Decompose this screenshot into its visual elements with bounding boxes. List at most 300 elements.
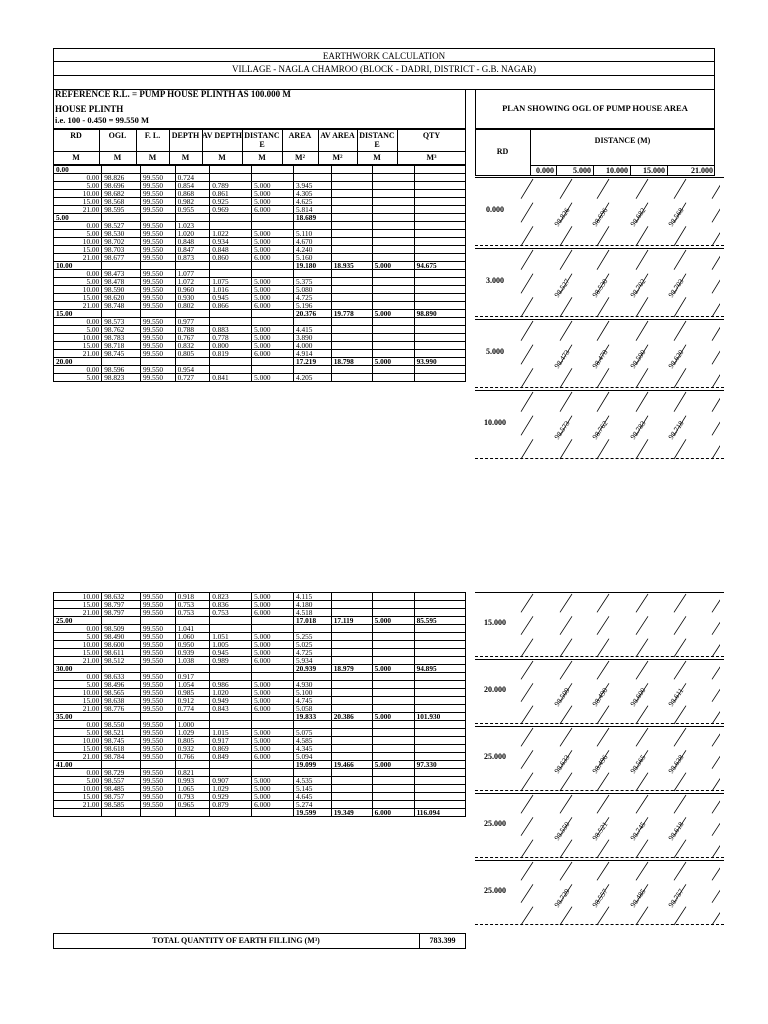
- table-cell: 0.767: [175, 334, 210, 342]
- table-row: [54, 625, 466, 633]
- table-cell: [210, 166, 252, 174]
- hatch-line: [636, 795, 648, 813]
- table-cell: 0.917: [175, 673, 210, 681]
- table-cell: [331, 681, 372, 689]
- table-cell: 18.979: [331, 665, 372, 673]
- table-cell: [331, 366, 372, 374]
- hatch-line: [674, 661, 686, 679]
- hatch-lines: [510, 726, 720, 793]
- plan-ogl-value: 98.565: [628, 752, 648, 775]
- hatch-line: [674, 728, 686, 746]
- table-cell: [102, 665, 141, 673]
- table-row: [54, 609, 466, 617]
- table-cell: 5.160: [294, 254, 332, 262]
- table-cell: 5.000: [252, 729, 294, 737]
- table-cell: [414, 633, 465, 641]
- table-cell: [414, 198, 465, 206]
- table-row: [54, 374, 466, 382]
- table-row: [54, 761, 466, 769]
- table-row: [54, 246, 466, 254]
- table-cell: 98.784: [102, 753, 141, 761]
- table-cell: 1.038: [175, 657, 210, 665]
- table-cell: [294, 625, 332, 633]
- table-cell: [252, 809, 294, 817]
- hatch-line: [597, 297, 609, 317]
- table-cell: [331, 254, 372, 262]
- hatch-line: [597, 728, 609, 746]
- table-row: [54, 617, 466, 625]
- table-cell: 1.000: [175, 721, 210, 729]
- table-row: [54, 809, 466, 817]
- table-cell: [54, 809, 102, 817]
- table-cell: 99.550: [141, 318, 176, 326]
- table-cell: [102, 166, 141, 174]
- table-cell: [210, 721, 252, 729]
- table-cell: [294, 174, 332, 182]
- table-cell: [331, 278, 372, 286]
- table-cell: [331, 342, 372, 350]
- table-cell: [372, 785, 414, 793]
- table-cell: [372, 366, 414, 374]
- table-cell: 21.00: [54, 753, 102, 761]
- table-row: [54, 310, 466, 318]
- table-cell: [210, 358, 252, 366]
- table-cell: [331, 302, 372, 310]
- table-cell: [331, 753, 372, 761]
- table-cell: 98.485: [102, 785, 141, 793]
- table-row: [54, 649, 466, 657]
- table-cell: 5.000: [252, 777, 294, 785]
- table-cell: 4.205: [294, 374, 332, 382]
- table-cell: [210, 214, 252, 222]
- table-cell: 0.965: [175, 801, 210, 809]
- column-header-rd: RD: [70, 131, 82, 140]
- table-cell: [414, 777, 465, 785]
- table-cell: [331, 745, 372, 753]
- table-cell: 4.930: [294, 681, 332, 689]
- table-cell: [252, 769, 294, 777]
- table-cell: 98.595: [102, 206, 141, 214]
- table-cell: [175, 262, 210, 270]
- table-cell: 99.550: [141, 366, 176, 374]
- table-cell: 6.000: [252, 753, 294, 761]
- table-row: [54, 190, 466, 198]
- hatch-line: [636, 639, 648, 657]
- hatch-line: [521, 907, 533, 925]
- total-value: 783.399: [429, 936, 456, 945]
- table-cell: 101.930: [414, 713, 465, 721]
- hatch-line: [560, 594, 572, 612]
- table-cell: 0.985: [175, 689, 210, 697]
- table-cell: [331, 238, 372, 246]
- table-cell: 30.00: [54, 665, 102, 673]
- table-cell: 1.020: [175, 230, 210, 238]
- table-cell: 0.866: [210, 302, 252, 310]
- table-cell: 0.982: [175, 198, 210, 206]
- table-cell: [175, 809, 210, 817]
- plan-ogl-value: 98.600: [628, 685, 648, 708]
- table-cell: [372, 681, 414, 689]
- table-cell: [372, 350, 414, 358]
- table-row: [54, 166, 466, 174]
- table-cell: [414, 318, 465, 326]
- table-cell: [372, 230, 414, 238]
- hatch-line: [636, 392, 648, 412]
- table-cell: 0.766: [175, 753, 210, 761]
- distance-tick: 10.000: [606, 166, 628, 175]
- table-cell: [414, 238, 465, 246]
- hatch-line: [560, 297, 572, 317]
- table-cell: [210, 769, 252, 777]
- table-cell: 0.753: [210, 609, 252, 617]
- table-cell: [372, 342, 414, 350]
- table-cell: [141, 214, 176, 222]
- table-cell: [372, 246, 414, 254]
- table-cell: [372, 793, 414, 801]
- table-cell: 4.914: [294, 350, 332, 358]
- table-cell: 5.110: [294, 230, 332, 238]
- table-cell: 0.960: [175, 286, 210, 294]
- distance-tick: 0.000: [536, 166, 554, 175]
- table-cell: [102, 262, 141, 270]
- hatch-line: [597, 439, 609, 459]
- plan-ogl-value: 98.633: [552, 752, 572, 775]
- hatch-line: [674, 179, 686, 199]
- table-cell: [210, 617, 252, 625]
- table-row: [54, 785, 466, 793]
- table-cell: 5.814: [294, 206, 332, 214]
- table-cell: 15.00: [54, 697, 102, 705]
- table-cell: [252, 625, 294, 633]
- table-cell: 5.000: [252, 246, 294, 254]
- plan-ogl-value: 98.527: [552, 276, 572, 299]
- table-row: [54, 777, 466, 785]
- table-cell: [331, 633, 372, 641]
- table-cell: 21.00: [54, 302, 102, 310]
- table-cell: 10.00: [54, 641, 102, 649]
- hatch-line: [674, 250, 686, 270]
- column-unit-ogl: M: [113, 153, 122, 162]
- table-cell: 99.550: [141, 649, 176, 657]
- plan-ogl-value: 98.703: [666, 276, 686, 299]
- table-cell: 20.00: [54, 358, 102, 366]
- table-cell: 5.000: [372, 617, 414, 625]
- table-cell: 5.00: [54, 182, 102, 190]
- table-cell: [331, 270, 372, 278]
- table-cell: 0.860: [210, 254, 252, 262]
- table-cell: [414, 326, 465, 334]
- hatch-line: [560, 661, 572, 679]
- table-cell: [331, 737, 372, 745]
- table-cell: [141, 665, 176, 673]
- table-cell: 0.841: [210, 374, 252, 382]
- column-unit-fl: M: [148, 153, 157, 162]
- table-cell: 98.585: [102, 801, 141, 809]
- table-cell: [210, 318, 252, 326]
- table-cell: 99.550: [141, 254, 176, 262]
- table-cell: [210, 625, 252, 633]
- table-cell: [331, 206, 372, 214]
- table-cell: 6.000: [252, 302, 294, 310]
- table-cell: [414, 254, 465, 262]
- table-cell: 99.550: [141, 206, 176, 214]
- table-cell: [414, 182, 465, 190]
- table-cell: [210, 222, 252, 230]
- table-cell: [372, 318, 414, 326]
- table-cell: 5.00: [54, 326, 102, 334]
- hatch-line: [560, 250, 572, 270]
- hatch-line: [636, 297, 648, 317]
- table-cell: 99.550: [141, 294, 176, 302]
- plan-ogl-value: 98.590: [628, 347, 648, 370]
- table-cell: 98.677: [102, 254, 141, 262]
- table-cell: 0.821: [175, 769, 210, 777]
- table-cell: 98.718: [102, 342, 141, 350]
- table-cell: 1.020: [210, 689, 252, 697]
- table-row: [54, 366, 466, 374]
- table-cell: 19.349: [331, 809, 372, 817]
- table-cell: 0.993: [175, 777, 210, 785]
- table-cell: 5.100: [294, 689, 332, 697]
- table-cell: 99.550: [141, 705, 176, 713]
- hatch-lines: [510, 319, 720, 390]
- table-cell: 99.550: [141, 278, 176, 286]
- table-cell: 4.518: [294, 609, 332, 617]
- table-cell: [414, 641, 465, 649]
- table-cell: [414, 190, 465, 198]
- table-cell: 85.595: [414, 617, 465, 625]
- table-cell: 98.521: [102, 729, 141, 737]
- table-cell: 5.375: [294, 278, 332, 286]
- table-cell: 5.000: [252, 689, 294, 697]
- hatch-line: [560, 226, 572, 246]
- table-cell: [252, 214, 294, 222]
- table-cell: 98.890: [414, 310, 465, 318]
- table-cell: 5.000: [252, 230, 294, 238]
- table-cell: 0.907: [210, 777, 252, 785]
- table-cell: 99.550: [141, 342, 176, 350]
- table-cell: 98.748: [102, 302, 141, 310]
- table-cell: 6.000: [252, 657, 294, 665]
- table-cell: 5.196: [294, 302, 332, 310]
- table-cell: [372, 214, 414, 222]
- table-cell: 5.000: [252, 649, 294, 657]
- hatch-line: [597, 639, 609, 657]
- table-cell: 1.023: [175, 222, 210, 230]
- plan-rd-value: 15.000: [484, 617, 506, 627]
- plan-ogl-value: 98.485: [628, 886, 648, 909]
- plan-ogl-value: 98.638: [666, 752, 686, 775]
- table-cell: [210, 366, 252, 374]
- table-cell: 99.550: [141, 753, 176, 761]
- table-cell: 5.000: [252, 793, 294, 801]
- table-cell: 0.832: [175, 342, 210, 350]
- column-unit-rd: M: [72, 153, 80, 162]
- table-cell: [331, 286, 372, 294]
- table-cell: 18.935: [331, 262, 372, 270]
- table-cell: 5.058: [294, 705, 332, 713]
- table-cell: 5.000: [372, 665, 414, 673]
- table-row: [54, 206, 466, 214]
- hatch-line: [674, 706, 686, 724]
- table-cell: 99.550: [141, 721, 176, 729]
- table-cell: [331, 246, 372, 254]
- table-cell: 21.00: [54, 350, 102, 358]
- table-cell: 99.550: [141, 246, 176, 254]
- table-cell: 10.00: [54, 190, 102, 198]
- table-cell: [252, 617, 294, 625]
- table-cell: [141, 358, 176, 366]
- table-cell: [372, 657, 414, 665]
- hatch-line: [560, 179, 572, 199]
- column-unit-av_depth: M: [218, 153, 226, 162]
- hatch-line: [560, 392, 572, 412]
- table-cell: 0.879: [210, 801, 252, 809]
- total-label: TOTAL QUANTITY OF EARTH FILLING (M³): [152, 936, 320, 945]
- hatch-line: [712, 594, 720, 612]
- hatch-line: [560, 616, 572, 634]
- hatch-line: [636, 594, 648, 612]
- table-cell: 1.016: [210, 286, 252, 294]
- plan-ogl-value: 98.568: [666, 205, 686, 228]
- table-cell: 1.022: [210, 230, 252, 238]
- table-cell: [331, 230, 372, 238]
- table-cell: [414, 278, 465, 286]
- table-cell: [372, 769, 414, 777]
- table-cell: 21.00: [54, 705, 102, 713]
- table-cell: [372, 641, 414, 649]
- table-cell: 0.00: [54, 270, 102, 278]
- table-cell: [414, 625, 465, 633]
- table-cell: 98.473: [102, 270, 141, 278]
- hatch-lines: [510, 793, 720, 860]
- table-cell: [372, 601, 414, 609]
- table-row: [54, 350, 466, 358]
- table-cell: 0.800: [210, 342, 252, 350]
- hatch-line: [674, 594, 686, 612]
- table-cell: [331, 729, 372, 737]
- table-cell: [331, 174, 372, 182]
- hatch-line: [712, 345, 720, 365]
- hatch-line: [597, 226, 609, 246]
- table-cell: 5.094: [294, 753, 332, 761]
- table-cell: [414, 705, 465, 713]
- table-cell: 5.00: [54, 633, 102, 641]
- table-cell: 1.029: [175, 729, 210, 737]
- column-unit-qty: M³: [426, 153, 437, 162]
- hatch-line: [521, 773, 533, 791]
- table-cell: 21.00: [54, 206, 102, 214]
- table-cell: [372, 222, 414, 230]
- hatch-line: [521, 345, 533, 365]
- hatch-lines: [510, 860, 720, 927]
- hatch-line: [636, 250, 648, 270]
- hatch-line: [674, 297, 686, 317]
- table-cell: 99.550: [141, 625, 176, 633]
- table-cell: 10.00: [54, 238, 102, 246]
- hatch-line: [597, 706, 609, 724]
- table-cell: 17.119: [331, 617, 372, 625]
- hatch-line: [521, 274, 533, 294]
- table-cell: 0.00: [54, 222, 102, 230]
- table-cell: 0.939: [175, 649, 210, 657]
- table-cell: 19.599: [294, 809, 332, 817]
- table-cell: 98.490: [102, 633, 141, 641]
- table-cell: 0.849: [210, 753, 252, 761]
- table-cell: 0.823: [210, 593, 252, 601]
- table-cell: 6.000: [372, 809, 414, 817]
- table-cell: 5.000: [372, 713, 414, 721]
- hatch-line: [560, 840, 572, 858]
- table-cell: 5.000: [252, 286, 294, 294]
- hatch-line: [636, 661, 648, 679]
- plan-rd-value: 5.000: [486, 346, 504, 356]
- table-cell: [372, 294, 414, 302]
- table-cell: [414, 374, 465, 382]
- table-cell: 99.550: [141, 198, 176, 206]
- table-row: [54, 769, 466, 777]
- table-cell: [414, 649, 465, 657]
- table-row: [54, 697, 466, 705]
- table-cell: [102, 310, 141, 318]
- table-row: [54, 593, 466, 601]
- table-cell: [372, 801, 414, 809]
- hatch-lines: [510, 592, 720, 659]
- table-row: [54, 262, 466, 270]
- table-cell: 15.00: [54, 649, 102, 657]
- hatch-line: [712, 840, 720, 858]
- table-cell: [102, 214, 141, 222]
- table-cell: 5.000: [372, 761, 414, 769]
- hatch-line: [674, 439, 686, 459]
- table-cell: [372, 649, 414, 657]
- table-cell: [175, 617, 210, 625]
- table-cell: 98.783: [102, 334, 141, 342]
- table-cell: 99.550: [141, 689, 176, 697]
- table-cell: [372, 326, 414, 334]
- table-cell: 5.000: [252, 681, 294, 689]
- table-cell: 98.682: [102, 190, 141, 198]
- table-cell: [414, 721, 465, 729]
- table-cell: 41.00: [54, 761, 102, 769]
- hatch-line: [712, 392, 720, 412]
- table-cell: [372, 729, 414, 737]
- table-cell: [252, 166, 294, 174]
- table-cell: [331, 350, 372, 358]
- hatch-line: [597, 368, 609, 388]
- table-cell: 98.703: [102, 246, 141, 254]
- table-cell: [372, 334, 414, 342]
- table-cell: [372, 689, 414, 697]
- table-cell: 0.789: [210, 182, 252, 190]
- table-cell: 6.000: [252, 206, 294, 214]
- plan-ogl-value: 98.473: [552, 347, 572, 370]
- table-row: [54, 633, 466, 641]
- sheet-subtitle: VILLAGE - NAGLA CHAMROO (BLOCK - DADRI, DISTRICT - G.B. NAGAR): [231, 64, 537, 74]
- plan-ogl-value: 98.611: [666, 685, 686, 708]
- table-cell: [372, 182, 414, 190]
- table-cell: 10.00: [54, 737, 102, 745]
- hatch-line: [674, 226, 686, 246]
- hatch-line: [521, 817, 533, 835]
- table-cell: [372, 697, 414, 705]
- table-cell: [331, 777, 372, 785]
- plan-ogl-value: 98.496: [590, 752, 610, 775]
- table-cell: 0.793: [175, 793, 210, 801]
- table-row: [54, 326, 466, 334]
- table-cell: [414, 697, 465, 705]
- table-cell: 4.670: [294, 238, 332, 246]
